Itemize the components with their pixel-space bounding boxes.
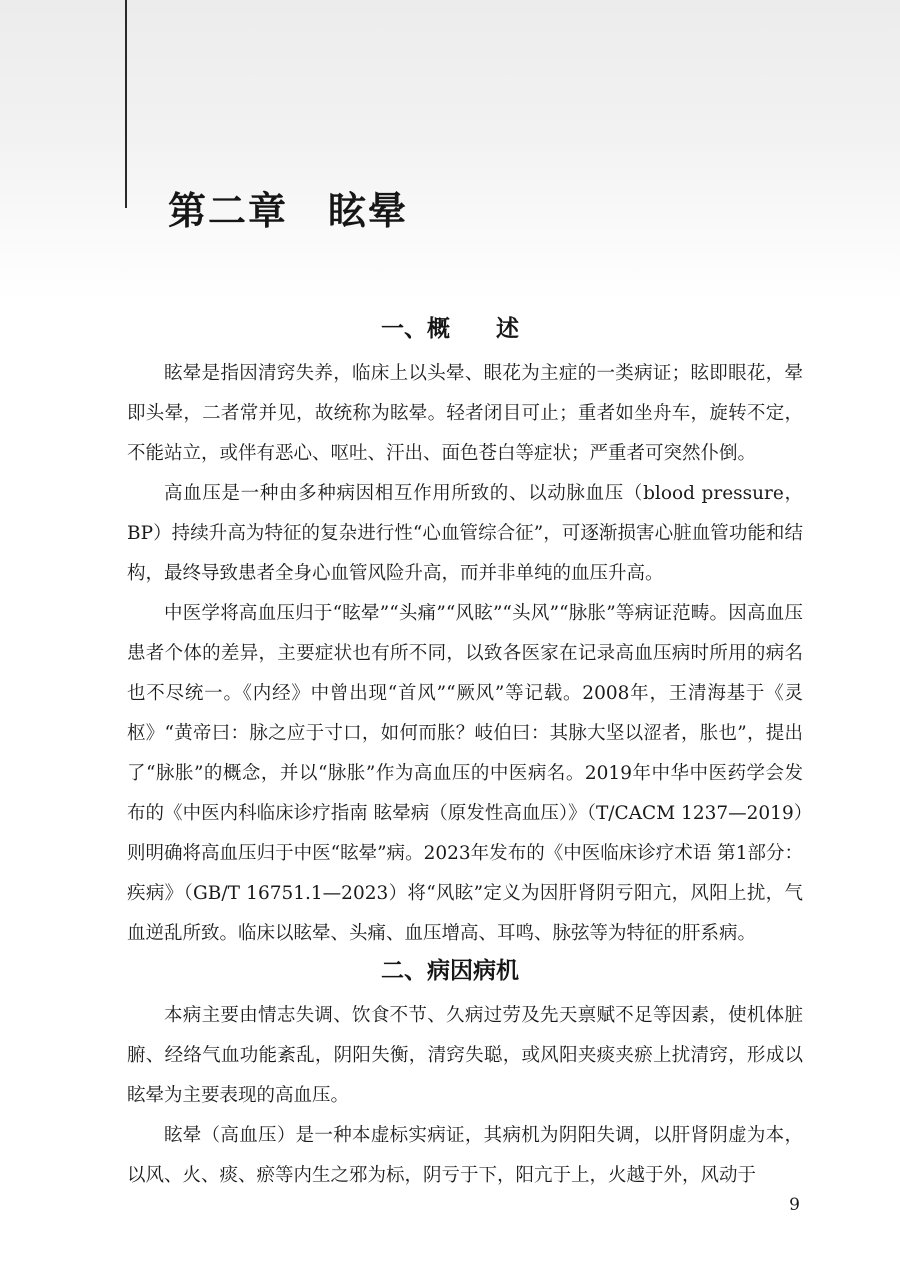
paragraph: 高血压是一种由多种病因相互作用所致的、以动脉血压（blood pressure，BP）持续升高为特征的复杂进行性“心血管综合征”，可逐渐损害心脏血管功能和结构，最终导致患者全身心血管风险升高，而并非单纯的血压升高。 bbox=[127, 483, 803, 584]
paragraph: 眩晕是指因清窍失养，临床上以头晕、眼花为主症的一类病证；眩即眼花，晕即头晕，二者常并见，故统称为眩晕。轻者闭目可止；重者如坐舟车，旋转不定，不能站立，或伴有恶心、呕吐、汗出、面色苍白等症状；严重者可突然仆倒。 bbox=[127, 363, 803, 464]
paragraph: 中医学将高血压归于“眩晕”“头痛”“风眩”“头风”“脉胀”等病证范畴。因高血压患者个体的差异，主要症状也有所不同，以致各医家在记录高血压病时所用的病名也不尽统一。《内经》中曾出现“首风”“厥风”等记载。2008年，王清海基于《灵枢》“黄帝曰：脉之应于寸口，如何而胀？岐伯曰：其脉大坚以涩者，胀也”，提出了“脉胀”的概念，并以“脉胀”作为高血压的中医病名。2019年中华中医药学会发布的《中医内科临床诊疗指南 眩晕病（原发性高血压）》（T/CACM 1237—2019）则明确将高血压归于中医“眩晕”病。2023年发布的《中医临床诊疗术语 第1部分：疾病》（GB/T 16751.1—2023）将“风眩”定义为因肝肾阴亏阳亢，风阳上扰，气血逆乱所致。临床以眩晕、头痛、血压增高、耳鸣、脉弦等为特征的肝系病。 bbox=[127, 603, 803, 944]
chapter-title: 第二章 眩晕 bbox=[168, 189, 409, 233]
chapter-header-band bbox=[0, 0, 900, 300]
paragraph: 眩晕（高血压）是一种本虚标实病证，其病机为阴阳失调，以肝肾阴虚为本，以风、火、痰、瘀等内生之邪为标，阴亏于下，阳亢于上，火越于外，风动于 bbox=[127, 1125, 803, 1186]
paragraph: 本病主要由情志失调、饮食不节、久病过劳及先天禀赋不足等因素，使机体脏腑、经络气血功能紊乱，阴阳失衡，清窍失聪，或风阳夹痰夹瘀上扰清窍，形成以眩晕为主要表现的高血压。 bbox=[127, 1005, 803, 1106]
chapter-vertical-rule bbox=[125, 0, 127, 208]
section-title-overview: 一、概 述 bbox=[381, 316, 519, 342]
page-number: 9 bbox=[789, 1195, 800, 1215]
section-title-etiology: 二、病因病机 bbox=[381, 958, 519, 984]
